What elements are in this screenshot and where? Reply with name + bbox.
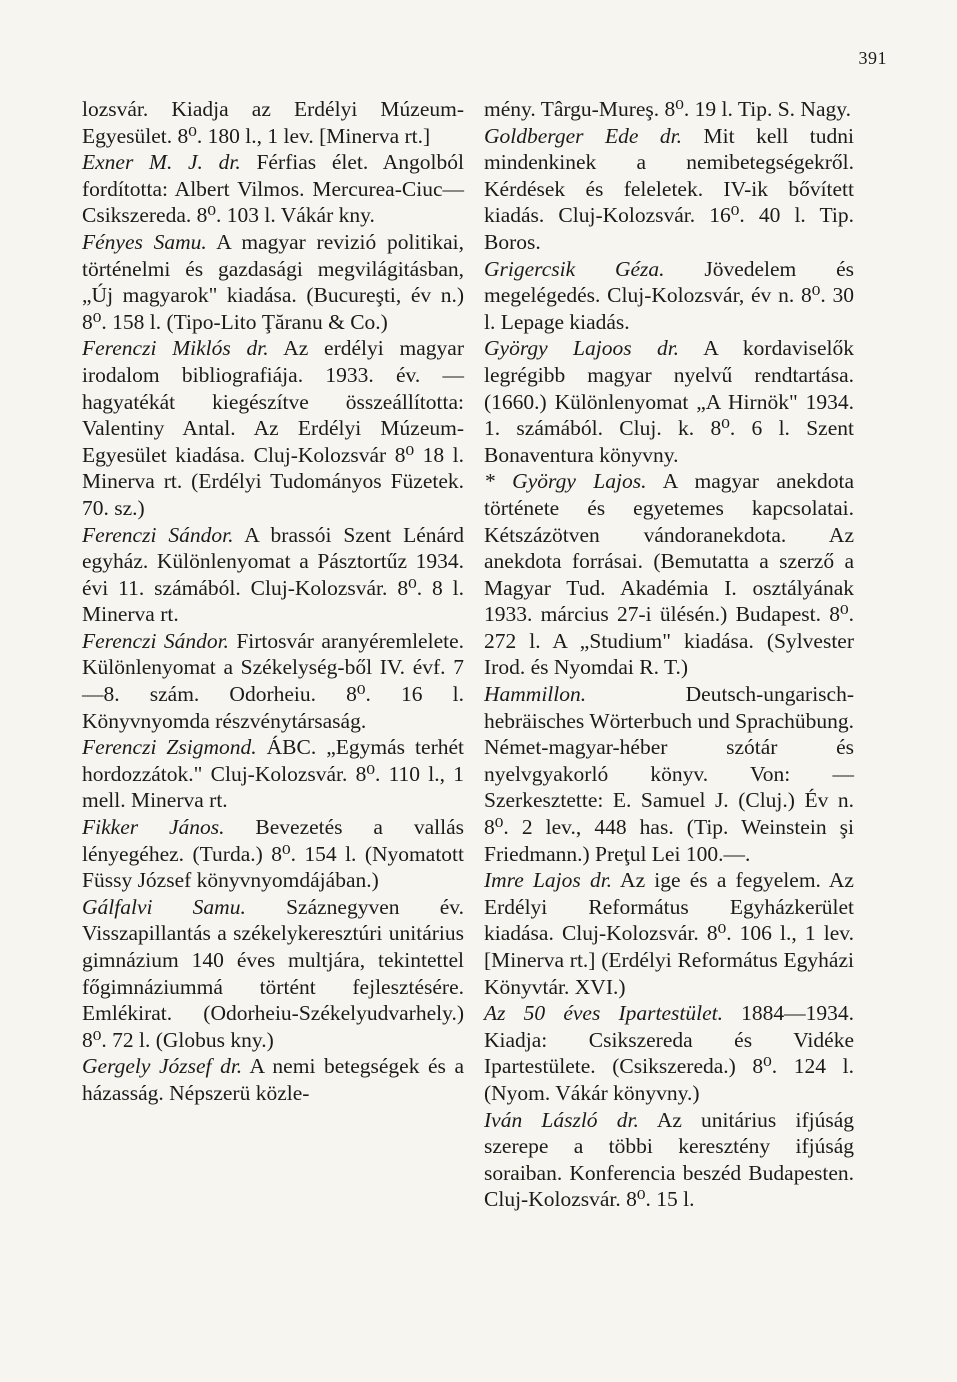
bibliography-entry: Ferenczi Sándor. A brassói Szent Lénárd egyház. Különlenyomat a Pásztortűz 1934. évi 11. számából. Cluj-Kolozsvár. 8⁰. 8 l. Minerva rt.: [82, 522, 464, 627]
bibliography-entry: Az 50 éves Ipartestület. 1884—1934. Kiadja: Csikszereda és Vidéke Ipartestülete. (Csikszereda.) 8⁰. 124 l. (Nyom. Vákár könyvny.): [484, 1001, 854, 1105]
bibliography-entry: Gálfalvi Samu. Száznegyven év. Visszapillantás a székelykeresztúri unitárius gimnázium 140 éves multjára, tekintettel főgimnáziummá történt fejlesztésére. Emlékirat. (Odorheiu-Székelyudvarhely.) 8⁰. 72 l. (Globus kny.): [82, 894, 464, 1052]
bibliography-entry: Exner M. J. dr. Férfias élet. Angolból fordította: Albert Vilmos. Mercurea-Ciuc—Csikszereda. 8⁰. 103 l. Vákár kny.: [82, 150, 464, 228]
page-number: 391: [858, 48, 887, 68]
bibliography-entry: Fikker János. Bevezetés a vallás lényegéhez. (Turda.) 8⁰. 154 l. (Nyomatott Füssy József könyvnyomdájában.): [82, 815, 464, 893]
bibliography-entry: Hammillon. Deutsch-ungarisch-hebräisches Wörterbuch und Sprachübung. Német-magyar-héber szótár és nyelvgyakorló könyv. Von: — Szerkesztette: E. Samuel J. (Cluj.) Év n. 8⁰. 2 lev., 448 has. (Tip. Weinstein şi Friedmann.) Preţul Lei 100.—.: [484, 682, 854, 866]
bibliography-entry: Fényes Samu. A magyar revizió politikai, történelmi és gazdasági megvilágitásban, „Új magyarok" kiadása. (Bucureşti, év n.) 8⁰. 158 l. (Tipo-Lito Ţăranu & Co.): [82, 229, 465, 334]
bibliography-entry: Imre Lajos dr. Az ige és a fegyelem. Az Erdélyi Református Egyházkerület kiadása. Cluj-Kolozsvár. 8⁰. 106 l., 1 lev. [Minerva rt.] (Erdélyi Református Egyházi Könyvtár. XVI.): [484, 868, 854, 999]
bibliography-entry: Iván László dr. Az unitárius ifjúság szerepe a többi keresztény ifjúság soraiban. Konferencia beszéd Budapesten. Cluj-Kolozsvár. 8⁰. 15 l.: [484, 1107, 854, 1212]
bibliography-entry: lozsvár. Kiadja az Erdélyi Múzeum-Egyesület. 8⁰. 180 l., 1 lev. [Minerva rt.]: [82, 97, 464, 148]
bibliography-entry: Ferenczi Zsigmond. ÁBC. „Egymás terhét hordozzátok." Cluj-Kolozsvár. 8⁰. 110 l., 1 mell. Minerva rt.: [82, 735, 464, 813]
bibliography-entry: Goldberger Ede dr. Mit kell tudni mindenkinek a nemibetegségekről. Kérdések és feleletek. IV-ik bővített kiadás. Cluj-Kolozsvár. 16⁰. 40 l. Tip. Boros.: [484, 123, 854, 254]
bibliography-entry: Ferenczi Miklós dr. Az erdélyi magyar irodalom bibliografiája. 1933. év. — hagyatékát kiegészítve összeállította: Valentiny Antal. Az Erdélyi Múzeum-Egyesület kiadása. Cluj-Kolozsvár 8⁰ 18 l. Minerva rt. (Erdélyi Tudományos Füzetek. 70. sz.): [82, 336, 464, 520]
left-column: [82, 96, 464, 1107]
bibliography-entry: mény. Târgu-Mureş. 8⁰. 19 l. Tip. S. Nagy.: [484, 97, 851, 121]
bibliography-entry: * György Lajos. A magyar anekdota története és egyetemes kapcsolatai. Kétszázötven vándoranekdota. Az anekdota forrásai. (Bemutatta a szerző a Magyar Tud. Akadémia I. osztályának 1933. március 27-i ülésén.) Budapest. 8⁰. 272 l. A „Studium" kiadása. (Sylvester Irod. és Nyomdai R. T.): [484, 469, 854, 680]
bibliography-entry: Grigercsik Géza. Jövedelem és megelégedés. Cluj-Kolozsvár, év n. 8⁰. 30 l. Lepage kiadás.: [484, 256, 854, 334]
bibliography-entry: György Lajoos dr. A kordaviselők legrégibb magyar nyelvű rendtartása. (1660.) Különlenyomat „A Hirnök" 1934. 1. számából. Cluj. k. 8⁰. 6 l. Szent Bonaventura könyvny.: [484, 336, 854, 467]
bibliography-entry: Ferenczi Sándor. Firtosvár aranyéremlelete. Különlenyomat a Székelység-ből IV. évf. 7—8. szám. Odorheiu. 8⁰. 16 l. Könyvnyomda részvénytársaság.: [82, 628, 464, 733]
right-column: [484, 96, 854, 1213]
bibliography-entry: Gergely József dr. A nemi betegségek és a házasság. Népszerü közle-: [82, 1054, 464, 1105]
